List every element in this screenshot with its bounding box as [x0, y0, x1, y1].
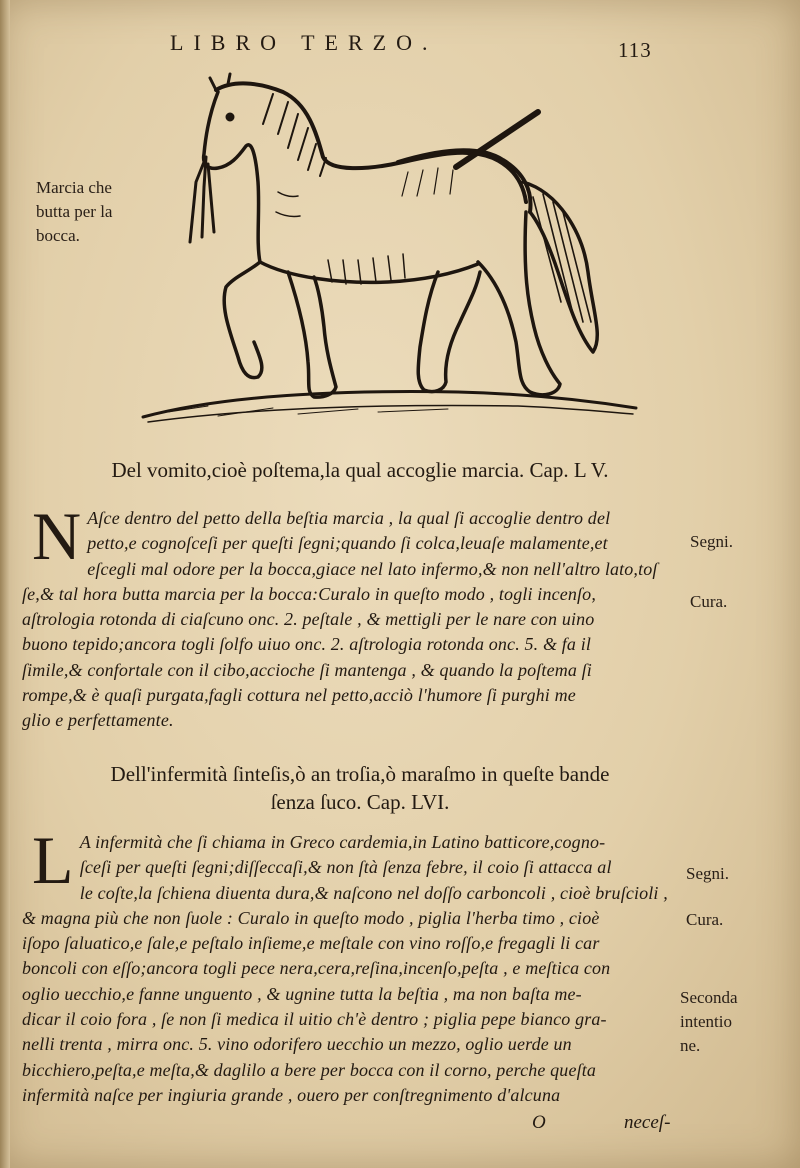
text-line: & magna più che non ſuole : Curalo in queſto modo , piglia l'herba timo , cioè — [22, 907, 600, 928]
caption-line: Marcia che — [36, 178, 112, 197]
catchword: neceſ- — [624, 1112, 671, 1133]
text-line: glio e perfettamente. — [22, 710, 174, 731]
heading-line: Dell'infermità ſinteſis,ò an troſia,ò maraſmo in queſte bande — [110, 762, 610, 786]
margin-note-signs: Segni. — [690, 532, 733, 551]
text-line: eſcegli mal odore per la bocca,giace nel lato infermo,& non nell'altro lato,toſ — [87, 558, 658, 579]
illustration-caption — [36, 176, 112, 248]
margin-note-cure: Cura. — [686, 910, 724, 929]
text-line: boncoli con eſſo;ancora togli pece nera,cera,reſina,incenſo,peſta , e meſtica con — [22, 958, 611, 979]
note-line: Seconda — [680, 988, 738, 1007]
page-number: 113 — [618, 38, 652, 62]
text-line: Aſce dentro del petto della beſtia marcia , la qual ſi accoglie dentro del — [87, 508, 611, 528]
caption-line: bocca. — [36, 226, 80, 245]
chapter-heading: Del vomito,cioè poſtema,la qual accoglie marcia. Cap. L V. — [111, 458, 609, 482]
running-head: LIBRO TERZO. — [170, 30, 438, 55]
margin-note-cure: Cura. — [690, 592, 728, 611]
text-line: infermità naſce per ingiuria grande , ouero per conſtregnimento d'alcuna — [22, 1084, 561, 1105]
text-line: aſtrologia rotonda di ciaſcuno onc. 2. peſtale , & mettigli per le nare con uino — [22, 609, 595, 630]
text-line: rompe,& è quaſi purgata,fagli cottura nel petto,acciò l'humore ſi purghi me — [22, 685, 576, 706]
text-line: petto,e cognoſceſi per queſti ſegni;quando ſi colca,leuaſe malamente,et — [87, 533, 608, 554]
text-line: ſimile,& confortale con il cibo,accioche ſi mantenga , & quando la poſtema ſi — [22, 659, 592, 680]
text-line: ſe,& tal hora butta marcia per la bocca:Curalo in queſto modo , togli incenſo, — [22, 583, 596, 604]
drop-capital: N — [32, 498, 82, 574]
text-line: buono tepido;ancora togli ſolfo uiuo onc. 2. aſtrologia rotonda onc. 5. & fa il — [22, 634, 591, 655]
text-line: oglio uecchio,e fanne unguento , & ugnine tutta la beſtia , ma non baſta me- — [22, 983, 582, 1004]
text-line: le coſte,la ſchiena diuenta dura,& naſcono nel doſſo carboncoli , cioè bruſcioli , — [79, 882, 668, 903]
drop-capital: L — [32, 822, 74, 898]
page-gutter — [0, 0, 10, 1168]
text-line: bicchiero,peſta,e meſta,& daglilo a bere per bocca con il corno, perche queſta — [22, 1059, 597, 1080]
text-line: dicar il coio fora , ſe non ſi medica il uitio ch'è dentro ; piglia pepe bianco gra- — [22, 1009, 607, 1030]
note-line: intentio — [680, 1012, 732, 1031]
caption-line: butta per la — [36, 202, 113, 221]
chapter-text — [22, 822, 682, 1108]
margin-note-signs: Segni. — [686, 864, 729, 883]
text-line: nelli trenta , mirra onc. 5. vino odorifero uecchio un mezzo, oglio uerde un — [22, 1034, 572, 1055]
margin-note-second-intention — [680, 986, 738, 1058]
text-line: ſceſi per queſti ſegni;diſſeccaſi,& non ſtà ſenza febre, il coio ſi attacca al — [79, 857, 612, 878]
horse-woodcut-icon — [138, 72, 643, 432]
signature-mark: O — [532, 1112, 546, 1133]
chapter-heading — [40, 760, 680, 816]
chapter-text — [22, 498, 682, 734]
heading-line: ſenza ſuco. Cap. LVI. — [270, 790, 450, 814]
text-line: iſopo ſaluatico,e ſale,e peſtalo inſieme,e meſtale con vino roſſo,e fregagli li car — [22, 933, 600, 954]
text-line: A infermità che ſi chiama in Greco cardemia,in Latino batticore,cogno- — [79, 832, 606, 852]
note-line: ne. — [680, 1036, 701, 1055]
